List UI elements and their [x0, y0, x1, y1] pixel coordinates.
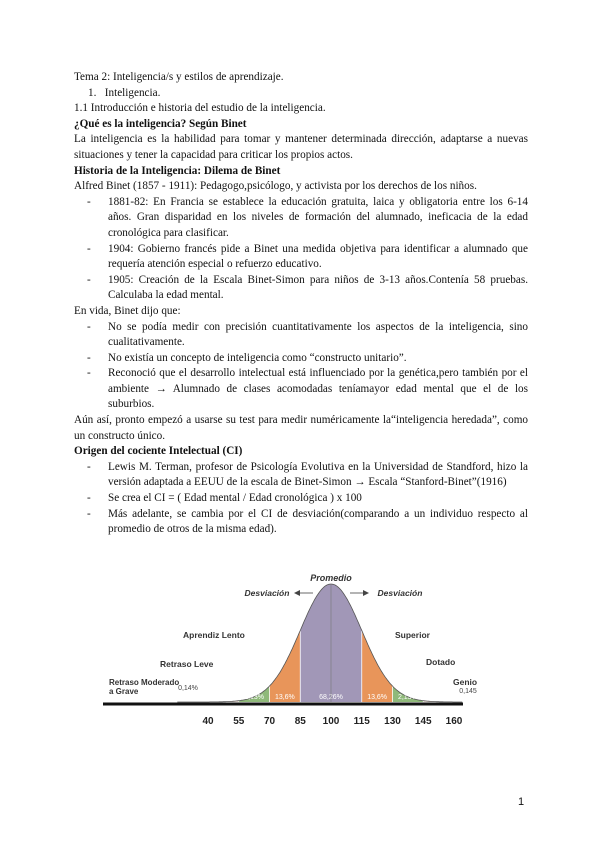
category-retraso-leve: Retraso Leve: [160, 659, 214, 669]
x-tick-label: 70: [263, 716, 276, 727]
x-tick-label: 115: [353, 716, 370, 727]
x-tick-label: 85: [294, 716, 306, 727]
heading-historia: Historia de la Inteligencia: Dilema de Binet: [74, 164, 281, 177]
region-percent-label: 68,26%: [319, 694, 343, 701]
iq-distribution-chart: [103, 568, 483, 738]
region-percent-label: 2,13%: [397, 694, 418, 701]
list-item: [74, 242, 528, 273]
list-item: [74, 491, 528, 507]
page-number: 1: [518, 796, 525, 808]
list-item: [74, 366, 528, 413]
list-item: [74, 195, 528, 242]
category-genio: Genio: [453, 677, 478, 687]
bullet-dash: -: [87, 367, 91, 380]
paragraph-en-vida: En vida, Binet dijo que:: [74, 304, 181, 317]
right-arrow-label: Desviación: [377, 588, 423, 598]
x-tick-label: 55: [233, 716, 245, 727]
bullet-dash: -: [87, 273, 91, 286]
bullet-dash: -: [87, 492, 91, 505]
numbered-item: [74, 86, 528, 102]
promedio-label: Promedio: [310, 573, 352, 583]
region-percent-label: 13,6%: [274, 694, 295, 701]
bullet-text: 1904: Gobierno francés pide a Binet una medida objetiva para identificar a alumnado que requería atención especial o refuerzo educativo.: [108, 242, 528, 271]
paragraph-definition: La inteligencia es la habilidad para tomar y mantener determinada dirección, adaptarse a nuevas situaciones y tener la capacidad para criticar los propios actos.: [74, 133, 528, 161]
paragraph-binet: Alfred Binet (1857 - 1911): Pedagogo,psicólogo, y activista por los derechos de los niños.: [74, 180, 477, 193]
region-percent-label: 13,6%: [367, 694, 388, 701]
x-tick-label: 145: [414, 716, 432, 727]
region-percent-label: 0,145: [459, 688, 477, 695]
bullet-text: Más adelante, se cambia por el CI de desviación(comparando a un individuo respecto al promedio de otros de la misma edad).: [108, 507, 528, 536]
region-percent-label: 2,13%: [244, 694, 265, 701]
x-tick-label: 40: [202, 716, 214, 727]
bullet-text: Lewis M. Terman, profesor de Psicología Evolutiva en la Universidad de Standford, hizo la versión adaptada a EEUU de la escala de Binet-Simon → Escala “Stanford-Binet”(1916): [108, 460, 528, 489]
bullet-text: 1905: Creación de la Escala Binet-Simon para niños de 3-13 años.Contenía 58 pruebas. Calculaba la edad mental.: [108, 273, 528, 302]
x-tick-label: 100: [322, 716, 340, 727]
list-number: 1.: [88, 86, 97, 99]
category-retraso-moderado: Retraso Moderado: [109, 678, 180, 687]
left-arrow-label: Desviación: [244, 588, 290, 598]
paragraph-aun-asi: Aún así, pronto empezó a usarse su test para medir numéricamente la“inteligencia heredada”, como un constructo único.: [74, 414, 528, 442]
document-body: [74, 70, 528, 538]
bullet-dash: -: [87, 320, 91, 333]
category-superior: Superior: [395, 630, 430, 640]
list-item-text: Inteligencia.: [104, 86, 161, 99]
subsection-title: 1.1 Introducción e historia del estudio de la inteligencia.: [74, 102, 326, 115]
bullet-dash: -: [87, 242, 91, 255]
list-item: [74, 507, 528, 538]
bullet-dash: -: [87, 351, 91, 364]
bullet-text: No se podía medir con precisión cuantitativamente los aspectos de la inteligencia, sino cualitativamente.: [108, 320, 528, 349]
bullet-text: 1881-82: En Francia se establece la educación gratuita, laica y obligatoria entre los 6-14 años. Gran disparidad en los niveles de formación del alumnado, ineficacia de la edad cronológica para clasificar.: [108, 195, 528, 239]
category-aprendiz-lento: Aprendiz Lento: [183, 630, 245, 640]
list-item: [74, 460, 528, 491]
bullet-text: No existía un concepto de inteligencia como “constructo unitario”.: [108, 351, 407, 364]
left-arrow-icon: [294, 590, 300, 596]
heading-origen-ci: Origen del cociente Intelectual (CI): [74, 445, 243, 458]
heading-que-es: ¿Qué es la inteligencia? Según Binet: [74, 117, 247, 130]
list-item: [74, 351, 528, 367]
list-item: [74, 273, 528, 304]
bullet-text: Reconoció que el desarrollo intelectual está influenciado por la genética,pero también por el ambiente → Alumnado de clases acomodadas teníamayor edad mental que el de los suburbios.: [108, 367, 528, 411]
category-retraso-grave: a Grave: [109, 687, 139, 696]
region-percent-label: 0,14%: [178, 685, 198, 692]
category-dotado: Dotado: [426, 657, 456, 667]
bullet-dash: -: [87, 195, 91, 208]
bullet-dash: -: [87, 507, 91, 520]
list-item: [74, 320, 528, 351]
x-tick-label: 160: [445, 716, 463, 727]
bullet-dash: -: [87, 460, 91, 473]
right-arrow-icon: [363, 590, 369, 596]
x-tick-label: 130: [384, 716, 401, 727]
bullet-text: Se crea el CI = ( Edad mental / Edad cronológica ) x 100: [108, 492, 362, 505]
topic-line: Tema 2: Inteligencia/s y estilos de aprendizaje.: [74, 71, 284, 83]
